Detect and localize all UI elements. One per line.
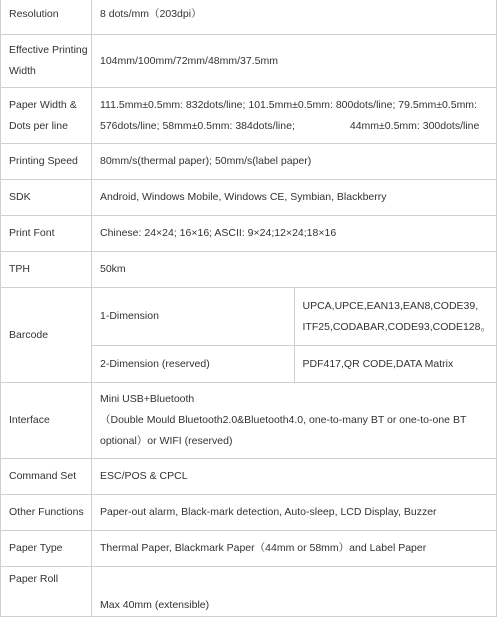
- table-row: [1, 180, 497, 216]
- row-value: Chinese: 24×24; 16×16; ASCII: 9×24;12×24;18×16: [92, 216, 497, 252]
- row-value: [294, 288, 497, 346]
- table-row: [1, 35, 497, 88]
- row-key: [1, 35, 92, 88]
- row-key: [1, 88, 92, 144]
- table-row: [1, 495, 497, 531]
- table-row: [1, 88, 497, 144]
- table-row: [1, 0, 497, 35]
- barcode-subkey: 2-Dimension (reserved): [92, 346, 295, 383]
- table-row: [1, 252, 497, 288]
- table-row: [1, 567, 497, 617]
- row-value: Paper-out alarm, Black-mark detection, Auto-sleep, LCD Display, Buzzer: [92, 495, 497, 531]
- row-key: SDK: [1, 180, 92, 216]
- row-value: 8 dots/mm（203dpi）: [92, 0, 497, 35]
- key-line: Paper Width &: [9, 98, 77, 111]
- table-row: [1, 288, 497, 346]
- row-value: Max 40mm (extensible): [92, 567, 497, 617]
- row-key: Command Set: [1, 459, 92, 495]
- value-part: 576dots/line; 58mm±0.5mm: 384dots/line;: [100, 119, 295, 132]
- value-line: 111.5mm±0.5mm: 832dots/line; 101.5mm±0.5mm: 800dots/line; 79.5mm±0.5mm:: [100, 98, 477, 111]
- row-value: Android, Windows Mobile, Windows CE, Symbian, Blackberry: [92, 180, 497, 216]
- key-line: Dots per line: [9, 119, 68, 132]
- value-line: [100, 116, 496, 137]
- barcode-subkey: 1-Dimension: [92, 288, 295, 346]
- row-value: Thermal Paper, Blackmark Paper（44mm or 58mm）and Label Paper: [92, 531, 497, 567]
- value-line: ITF25,CODABAR,CODE93,CODE128。: [302, 320, 491, 333]
- row-key: Paper Roll: [1, 567, 92, 617]
- row-key: Paper Type: [1, 531, 92, 567]
- row-key: TPH: [1, 252, 92, 288]
- row-key: Other Functions: [1, 495, 92, 531]
- value-line: （Double Mould Bluetooth2.0&Bluetooth4.0, one-to-many BT or one-to-one BT: [100, 414, 467, 426]
- row-value: [92, 88, 497, 144]
- row-key: Interface: [1, 383, 92, 459]
- row-value: 80mm/s(thermal paper); 50mm/s(label paper): [92, 144, 497, 180]
- value-line: Mini USB+Bluetooth: [100, 393, 195, 405]
- row-value: PDF417,QR CODE,DATA Matrix: [294, 346, 497, 383]
- table-row: [1, 144, 497, 180]
- row-key: Barcode: [1, 288, 92, 383]
- value-line: optional）or WIFI (reserved): [100, 435, 233, 447]
- row-value: 104mm/100mm/72mm/48mm/37.5mm: [92, 35, 497, 88]
- table-row: [1, 216, 497, 252]
- row-key: Resolution: [1, 0, 92, 35]
- key-line: Width: [9, 65, 36, 77]
- row-value: [92, 383, 497, 459]
- value-line: UPCA,UPCE,EAN13,EAN8,CODE39,: [302, 299, 479, 312]
- table-row: [1, 531, 497, 567]
- table-row: [1, 383, 497, 459]
- value-part: 44mm±0.5mm: 300dots/line: [349, 119, 480, 132]
- row-key: Printing Speed: [1, 144, 92, 180]
- row-value: 50km: [92, 252, 497, 288]
- table-row: [1, 459, 497, 495]
- key-line: Effective Printing: [9, 44, 88, 56]
- row-key: Print Font: [1, 216, 92, 252]
- row-value: ESC/POS & CPCL: [92, 459, 497, 495]
